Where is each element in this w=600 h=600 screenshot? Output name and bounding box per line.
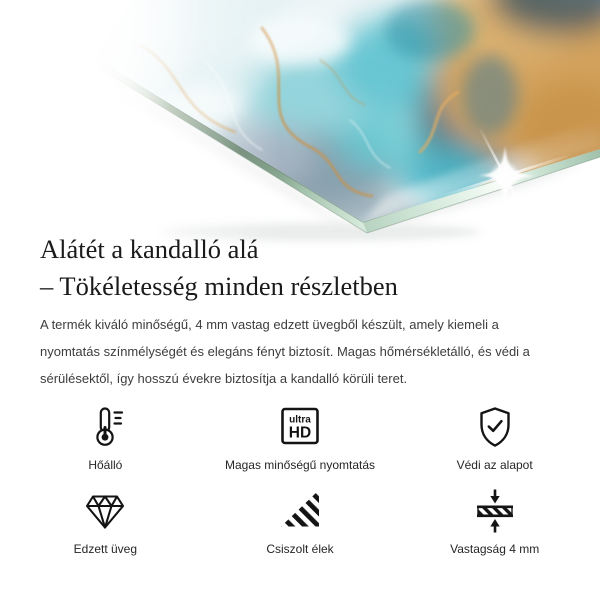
thermometer-icon: [81, 402, 129, 452]
ultra-hd-text-top: ultra: [289, 414, 311, 426]
ultra-hd-text-bottom: HD: [288, 424, 312, 442]
section-title-line2: – Tökéletesség minden részletben: [40, 271, 398, 301]
feature-label: Hőálló: [88, 458, 123, 472]
artwork-svg: [0, 0, 600, 248]
section-title: [40, 231, 398, 305]
feature-heat-resistant: [8, 402, 203, 472]
feature-thickness: [397, 486, 592, 556]
feature-polished-edges: [203, 486, 398, 556]
feature-label: Vastagság 4 mm: [450, 542, 540, 556]
ultra-hd-icon: [276, 402, 324, 452]
thickness-icon: [471, 486, 519, 536]
feature-label: Edzett üveg: [73, 542, 138, 556]
shield-check-icon: [471, 402, 519, 452]
feature-print-quality: [203, 402, 398, 472]
product-description: A termék kiváló minőségű, 4 mm vastag edzett üvegből készült, amely kiemeli a nyomtatás színmélységét és elegáns fényt biztosít. Magas hőmérsékletálló, és védi a sérülésektől, így hosszú évekre biztosítja a kandalló körüli teret.: [40, 317, 530, 386]
diamond-icon: [81, 486, 129, 536]
feature-label: Magas minőségű nyomtatás: [224, 458, 376, 472]
feature-grid: [8, 402, 592, 556]
feature-label: Védi az alapot: [456, 458, 533, 472]
product-image: [0, 0, 600, 248]
polished-edges-icon: [276, 486, 324, 536]
feature-label: Csiszolt élek: [266, 542, 334, 556]
section-title-line1: Alátét a kandalló alá: [40, 234, 259, 264]
feature-protects-base: [397, 402, 592, 472]
feature-tempered-glass: [8, 486, 203, 556]
